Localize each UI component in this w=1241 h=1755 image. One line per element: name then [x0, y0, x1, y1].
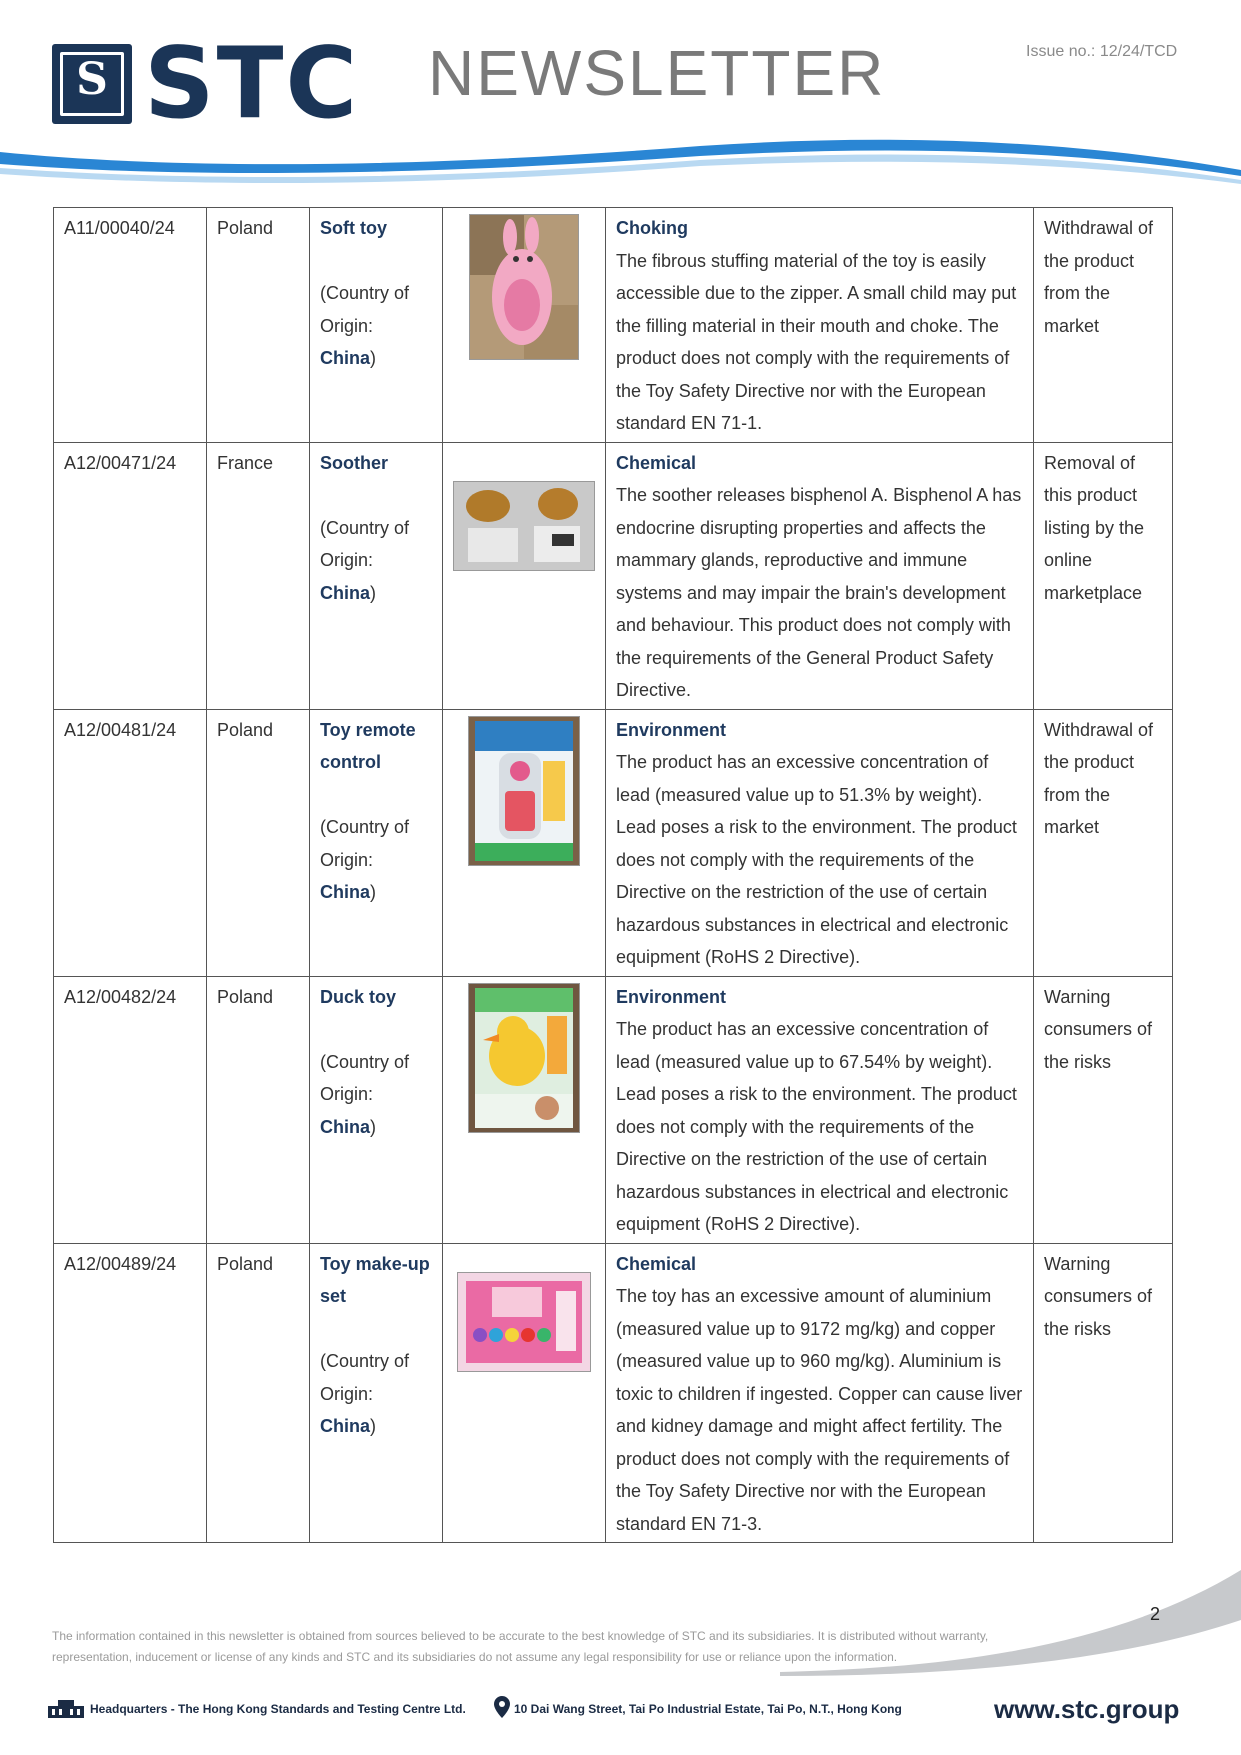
- address-text: 10 Dai Wang Street, Tai Po Industrial Estate, Tai Po, N.T., Hong Kong: [514, 1702, 902, 1716]
- soother-photo: [453, 481, 595, 571]
- measure-taken: Withdrawal of the product from the market: [1034, 208, 1173, 443]
- reference-number: A11/00040/24: [54, 208, 207, 443]
- measure-taken: Withdrawal of the product from the market: [1034, 709, 1173, 976]
- origin-suffix: ): [370, 582, 377, 603]
- product-image-cell: [443, 709, 606, 976]
- website-link[interactable]: www.stc.group: [994, 1694, 1180, 1724]
- product-cell: [310, 1243, 443, 1543]
- product-image-cell: [443, 976, 606, 1243]
- product-cell: [310, 442, 443, 709]
- origin-prefix: (Country of Origin:: [320, 1051, 410, 1104]
- origin-suffix: ): [370, 1416, 377, 1436]
- notifying-country: France: [207, 442, 310, 709]
- reference-number: A12/00482/24: [54, 976, 207, 1243]
- hazard-type: Chemical: [616, 1253, 697, 1274]
- hazard-description: The product has an excessive concentration of lead (measured value up to 67.54% by weight). Lead poses a risk to the environment. The product does not comply with the requirements of the Directive on the restriction of the use of certain hazardous substances in electrical and electronic equipment (RoHS 2 Directive).: [616, 1019, 1017, 1234]
- reference-number: A12/00481/24: [54, 709, 207, 976]
- origin-suffix: ): [370, 882, 377, 902]
- header-swoosh: [0, 130, 1241, 190]
- reference-number: A12/00489/24: [54, 1243, 207, 1543]
- measure-taken: Warning consumers of the risks: [1034, 976, 1173, 1243]
- headquarters-text: Headquarters - The Hong Kong Standards and Testing Centre Ltd.: [90, 1702, 466, 1716]
- hazard-description: The fibrous stuffing material of the toy is easily accessible due to the zipper. A small child may put the filling material in their mouth and choke. The product does not comply with the requirements of the Toy Safety Directive nor with the European standard EN 71-1.: [616, 250, 1017, 433]
- origin-suffix: ): [370, 348, 377, 368]
- newsletter-title: NEWSLETTER: [428, 37, 886, 109]
- pink-rabbit-plush-photo: [469, 214, 579, 360]
- notifying-country: Poland: [207, 1243, 310, 1543]
- issue-number: Issue no.: 12/24/TCD: [1026, 43, 1178, 60]
- hazard-cell: [606, 709, 1034, 976]
- product-image-cell: [443, 442, 606, 709]
- hazard-description: The toy has an excessive amount of aluminium (measured value up to 9172 mg/kg) and copper (measured value up to 960 mg/kg). Aluminium is toxic to children if ingested. Copper can cause liver and kidney damage and might affect fertility. The product does not comply with the requirements of the Toy Safety Directive nor with the European standard EN 71-3.: [616, 1286, 1023, 1534]
- origin-country: China: [320, 882, 371, 902]
- building-icon: [48, 1698, 84, 1718]
- origin-suffix: ): [370, 1116, 377, 1137]
- origin-country: China: [320, 582, 371, 603]
- origin-country: China: [320, 1116, 371, 1137]
- hazard-description: The product has an excessive concentration of lead (measured value up to 51.3% by weight). Lead poses a risk to the environment. The product does not comply with the requirements of the Directive on the restriction of the use of certain hazardous substances in electrical and electronic equipment (RoHS 2 Directive).: [616, 752, 1017, 967]
- product-name: Soft toy: [320, 218, 387, 238]
- table-row: [54, 976, 1173, 1243]
- product-cell: [310, 976, 443, 1243]
- hazard-cell: [606, 208, 1034, 443]
- hazard-cell: [606, 442, 1034, 709]
- origin-country: China: [320, 1416, 371, 1436]
- recall-table: [53, 207, 1173, 1543]
- page-number: 2: [1150, 1604, 1161, 1624]
- notifying-country: Poland: [207, 976, 310, 1243]
- origin-prefix: (Country of Origin:: [320, 283, 410, 336]
- hazard-type: Choking: [616, 218, 688, 238]
- stc-emblem-icon: S: [52, 44, 132, 124]
- product-name: Toy remote control: [320, 719, 416, 772]
- hazard-type: Environment: [616, 986, 727, 1007]
- location-pin-icon: [494, 1696, 510, 1718]
- origin-country: China: [320, 348, 371, 368]
- table-row: [54, 442, 1173, 709]
- product-image-cell: [443, 208, 606, 443]
- hazard-type: Chemical: [616, 452, 697, 473]
- product-name: Toy make-up set: [320, 1253, 430, 1306]
- toy-remote-box-photo: [468, 716, 580, 866]
- product-image-cell: [443, 1243, 606, 1543]
- logo-wordmark: STC: [144, 27, 360, 141]
- duck-toy-box-photo: [468, 983, 580, 1133]
- origin-prefix: (Country of Origin:: [320, 817, 410, 870]
- table-row: [54, 709, 1173, 976]
- product-cell: [310, 208, 443, 443]
- hazard-cell: [606, 976, 1034, 1243]
- product-name: Soother: [320, 452, 389, 473]
- measure-taken: Warning consumers of the risks: [1034, 1243, 1173, 1543]
- notifying-country: Poland: [207, 709, 310, 976]
- origin-prefix: (Country of Origin:: [320, 1351, 410, 1404]
- table-row: [54, 1243, 1173, 1543]
- disclaimer: The information contained in this newsletter is obtained from sources believed to be accurate to the best knowledge of STC and its subsidiaries. It is distributed without warranty, representation, inducement or license of any kinds and STC and its subsidiaries do not assume any legal responsibility for use or reliance upon the information.: [52, 1629, 989, 1664]
- notifying-country: Poland: [207, 208, 310, 443]
- hazard-description: The soother releases bisphenol A. Bisphenol A has endocrine disrupting properties and affects the mammary glands, reproductive and immune systems and may impair the brain's development and behaviour. This product does not comply with the requirements of the General Product Safety Directive.: [616, 485, 1022, 700]
- origin-prefix: (Country of Origin:: [320, 517, 410, 570]
- hazard-cell: [606, 1243, 1034, 1543]
- product-name: Duck toy: [320, 986, 397, 1007]
- makeup-set-photo: [457, 1272, 591, 1372]
- footer-bar: [48, 1694, 1198, 1724]
- hazard-type: Environment: [616, 719, 727, 740]
- table-row: [54, 208, 1173, 443]
- product-cell: [310, 709, 443, 976]
- stc-logo: [52, 27, 360, 141]
- measure-taken: Removal of this product listing by the online marketplace: [1034, 442, 1173, 709]
- reference-number: A12/00471/24: [54, 442, 207, 709]
